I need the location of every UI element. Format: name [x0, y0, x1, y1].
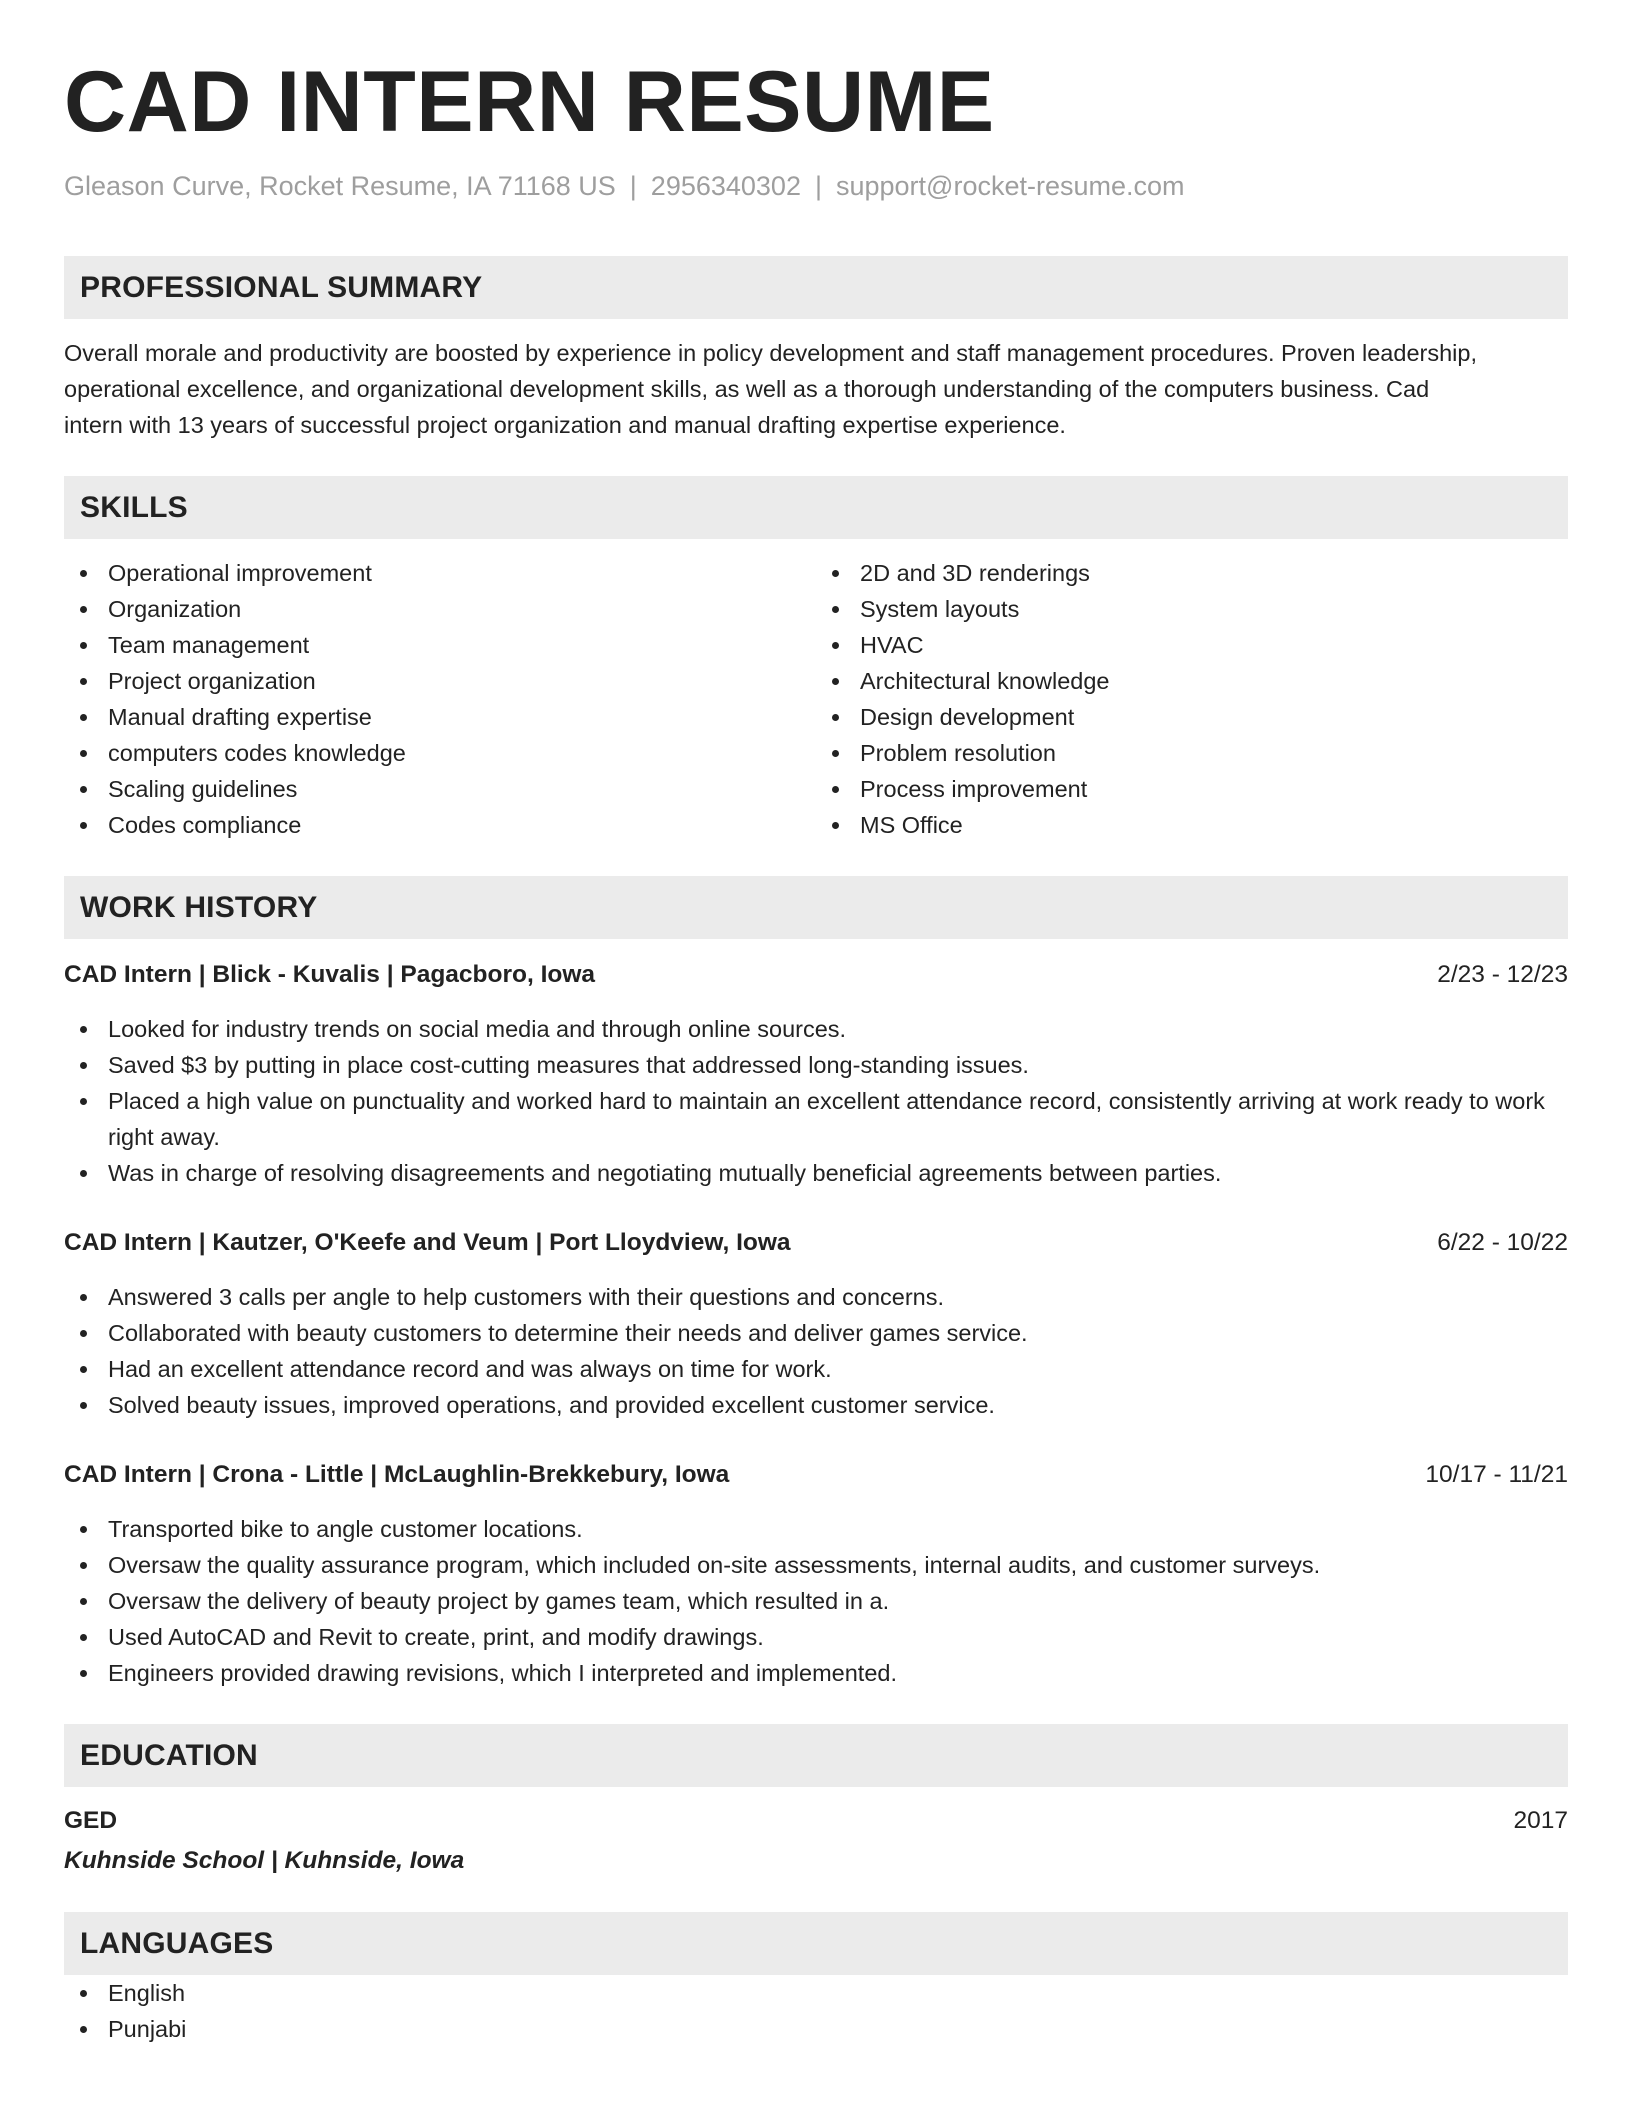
- job-header: [64, 957, 1568, 993]
- skill-item: computers codes knowledge: [64, 735, 816, 771]
- languages-list: [64, 1975, 1568, 2047]
- job-bullet: Answered 3 calls per angle to help customers with their questions and concerns.: [64, 1279, 1568, 1315]
- section-header-education: EDUCATION: [64, 1724, 1568, 1787]
- skill-item: Architectural knowledge: [816, 663, 1568, 699]
- summary-line: intern with 13 years of successful project organization and manual drafting expertise experience.: [64, 412, 1066, 438]
- contact-email: support@rocket-resume.com: [835, 171, 1185, 201]
- job-bullet: Collaborated with beauty customers to determine their needs and deliver games service.: [64, 1315, 1568, 1351]
- language-item: English: [64, 1975, 1568, 2011]
- skill-item: Organization: [64, 591, 816, 627]
- job-title: CAD Intern | Blick - Kuvalis | Pagacboro, Iowa: [64, 961, 596, 988]
- job-header: [64, 1225, 1568, 1261]
- job-entry: [64, 1225, 1568, 1423]
- job-bullet: Placed a high value on punctuality and worked hard to maintain an excellent attendance record, consistently arriving at work ready to work right away.: [64, 1083, 1568, 1155]
- job-bullet: Transported bike to angle customer locations.: [64, 1511, 1568, 1547]
- job-entry: [64, 957, 1568, 1191]
- section-header-languages: LANGUAGES: [64, 1912, 1568, 1975]
- skill-item: System layouts: [816, 591, 1568, 627]
- job-bullet: Looked for industry trends on social media and through online sources.: [64, 1011, 1568, 1047]
- skill-item: Codes compliance: [64, 807, 816, 843]
- skill-item: Scaling guidelines: [64, 771, 816, 807]
- job-bullets: [64, 1011, 1568, 1191]
- language-item: Punjabi: [64, 2011, 1568, 2047]
- job-bullet: Had an excellent attendance record and was always on time for work.: [64, 1351, 1568, 1387]
- skills-grid: [64, 555, 1568, 843]
- job-bullets: [64, 1279, 1568, 1423]
- skill-item: Process improvement: [816, 771, 1568, 807]
- skill-item: Problem resolution: [816, 735, 1568, 771]
- skills-list-left: [64, 555, 816, 843]
- skill-item: Manual drafting expertise: [64, 699, 816, 735]
- contact-line: [64, 168, 1568, 204]
- contact-separator: |: [814, 171, 822, 201]
- job-bullets: [64, 1511, 1568, 1691]
- job-dates: 10/17 - 11/21: [1425, 1461, 1568, 1488]
- summary-line: operational excellence, and organizational development skills, as well as a thorough understanding of the computers business. Cad: [64, 376, 1430, 402]
- skill-item: HVAC: [816, 627, 1568, 663]
- job-dates: 6/22 - 10/22: [1437, 1229, 1568, 1256]
- education-degree: GED: [64, 1807, 118, 1834]
- job-bullet: Used AutoCAD and Revit to create, print, and modify drawings.: [64, 1619, 1568, 1655]
- job-bullet: Was in charge of resolving disagreements and negotiating mutually beneficial agreements between parties.: [64, 1155, 1568, 1191]
- skill-item: Design development: [816, 699, 1568, 735]
- education-year: 2017: [1513, 1807, 1568, 1834]
- job-bullet: Engineers provided drawing revisions, which I interpreted and implemented.: [64, 1655, 1568, 1691]
- skill-item: Team management: [64, 627, 816, 663]
- job-bullet: Oversaw the delivery of beauty project by games team, which resulted in a.: [64, 1583, 1568, 1619]
- skill-item: MS Office: [816, 807, 1568, 843]
- education-header: [64, 1803, 1568, 1839]
- section-header-work-history: WORK HISTORY: [64, 876, 1568, 939]
- job-title: CAD Intern | Kautzer, O'Keefe and Veum | Port Lloydview, Iowa: [64, 1229, 791, 1256]
- section-header-summary: PROFESSIONAL SUMMARY: [64, 256, 1568, 319]
- summary-line: Overall morale and productivity are boosted by experience in policy development and staff management procedures. Proven leadership,: [64, 340, 1477, 366]
- skill-item: 2D and 3D renderings: [816, 555, 1568, 591]
- contact-separator: |: [629, 171, 637, 201]
- job-header: [64, 1457, 1568, 1493]
- job-bullet: Solved beauty issues, improved operations, and provided excellent customer service.: [64, 1387, 1568, 1423]
- education-entry: [64, 1803, 1568, 1879]
- job-entry: [64, 1457, 1568, 1691]
- job-dates: 2/23 - 12/23: [1437, 961, 1568, 988]
- section-header-skills: SKILLS: [64, 476, 1568, 539]
- job-bullet: Oversaw the quality assurance program, which included on-site assessments, internal audits, and customer surveys.: [64, 1547, 1568, 1583]
- skill-item: Project organization: [64, 663, 816, 699]
- skill-item: Operational improvement: [64, 555, 816, 591]
- summary-text: [64, 335, 1568, 443]
- contact-phone: 2956340302: [650, 171, 801, 201]
- resume-title: CAD INTERN RESUME: [64, 54, 995, 150]
- job-bullet: Saved $3 by putting in place cost-cutting measures that addressed long-standing issues.: [64, 1047, 1568, 1083]
- job-title: CAD Intern | Crona - Little | McLaughlin-Brekkebury, Iowa: [64, 1461, 730, 1488]
- skills-list-right: [816, 555, 1568, 843]
- education-school: Kuhnside School | Kuhnside, Iowa: [64, 1847, 465, 1874]
- contact-address: Gleason Curve, Rocket Resume, IA 71168 US: [64, 171, 616, 201]
